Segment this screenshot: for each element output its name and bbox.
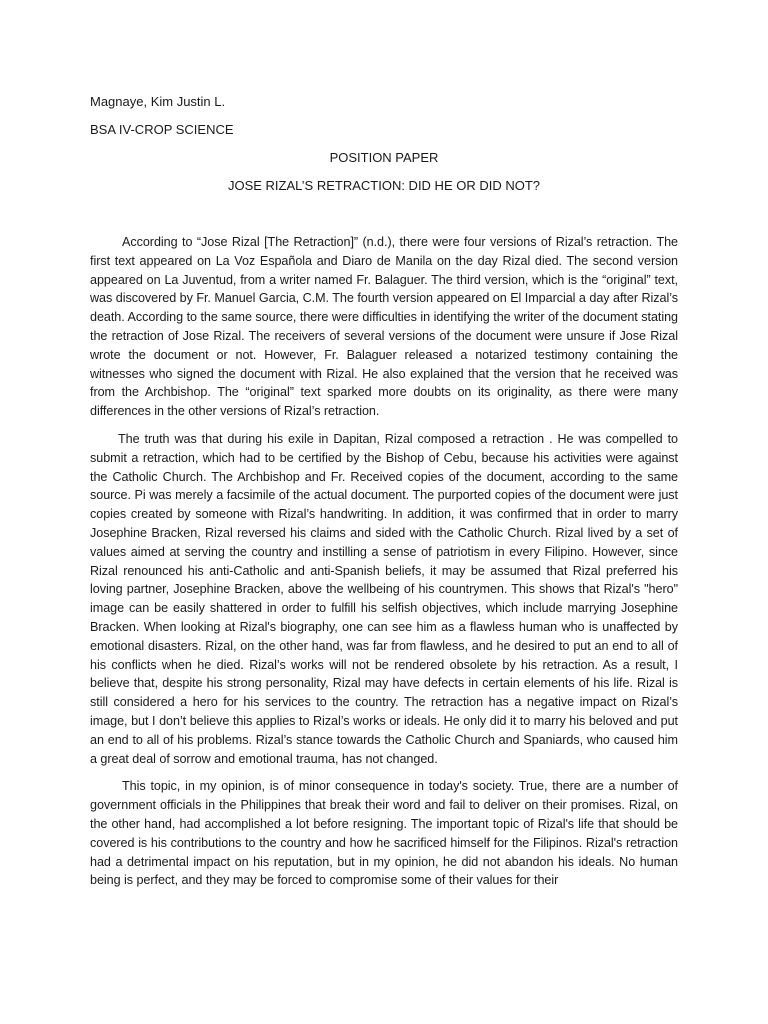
paragraph-2: The truth was that during his exile in Dapitan, Rizal composed a retraction . He was compelled to submit a retraction, which had to be certified by the Bishop of Cebu, because his activities were against the Catholic Church. The Archbishop and Fr. Received copies of the document, according to the same source. Pi was merely a facsimile of the actual document. The purported copies of the document were just copies created by someone with Rizal’s handwriting. In addition, it was confirmed that in order to marry Josephine Bracken, Rizal reversed his claims and sided with the Catholic Church. Rizal lived by a set of values aimed at serving the country and instilling a sense of patriotism in every Filipino. However, since Rizal renounced his anti-Catholic and anti-Spanish beliefs, it may be assumed that Rizal preferred his loving partner, Josephine Bracken, above the wellbeing of his countrymen. This shows that Rizal's "hero" image can be easily shattered in order to fulfill his selfish objectives, which include marrying Josephine Bracken. When looking at Rizal's biography, one can see him as a flawless human who is unaffected by emotional disasters. Rizal, on the other hand, was far from flawless, and he desired to put an end to all of his conflicts when he died. Rizal’s works will not be rendered obsolete by his retraction. As a result, I believe that, despite his strong personality, Rizal may have defects in certain elements of his life. Rizal is still considered a hero for his services to the country. The retraction has a negative impact on Rizal’s image, but I don’t believe this applies to Rizal’s works or ideals. He only did it to marry his beloved and put an end to all of his problems. Rizal’s stance towards the Catholic Church and Spaniards, who caused him a great deal of sorrow and emotional trauma, has not changed. — [90, 431, 678, 766]
paragraph-1: According to “Jose Rizal [The Retraction]” (n.d.), there were four versions of Rizal’s retraction. The first text appeared on La Voz Española and Diaro de Manila on the day Rizal died. The second version appeared on La Juventud, from a writer named Fr. Balaguer. The third version, which is the “original” text, was discovered by Fr. Manuel Garcia, C.M. The fourth version appeared on El Imparcial a day after Rizal’s death. According to the same source, there were difficulties in identifying the writer of the document stating the retraction of Jose Rizal. The receivers of several versions of the document were unsure if Jose Rizal wrote the document or not. However, Fr. Balaguer released a notarized testimony containing the witnesses who signed the document with Rizal. He also explained that the version that he received was from the Archbishop. The “original” text sparked more doubts on its originality, as there were many differences in the other versions of Rizal’s retraction. — [90, 235, 678, 419]
document-title: JOSE RIZAL’S RETRACTION: DID HE OR DID NOT? — [227, 178, 541, 193]
paragraph-3: This topic, in my opinion, is of minor consequence in today's society. True, there are a number of government officials in the Philippines that break their word and fail to deliver on their promises. Rizal, on the other hand, had accomplished a lot before resigning. The important topic of Rizal's life that should be covered is his contributions to the country and how he sacrificed himself for the Filipinos. Rizal's retraction had a detrimental impact on his reputation, but in my opinion, he did not abandon his ideals. No human being is perfect, and they may be forced to compromise some of their values for their — [90, 779, 678, 888]
document-content — [90, 93, 678, 899]
author-name: Magnaye, Kim Justin L. — [90, 94, 226, 109]
course-line: BSA IV-CROP SCIENCE — [90, 122, 234, 137]
document-type: POSITION PAPER — [329, 150, 439, 165]
